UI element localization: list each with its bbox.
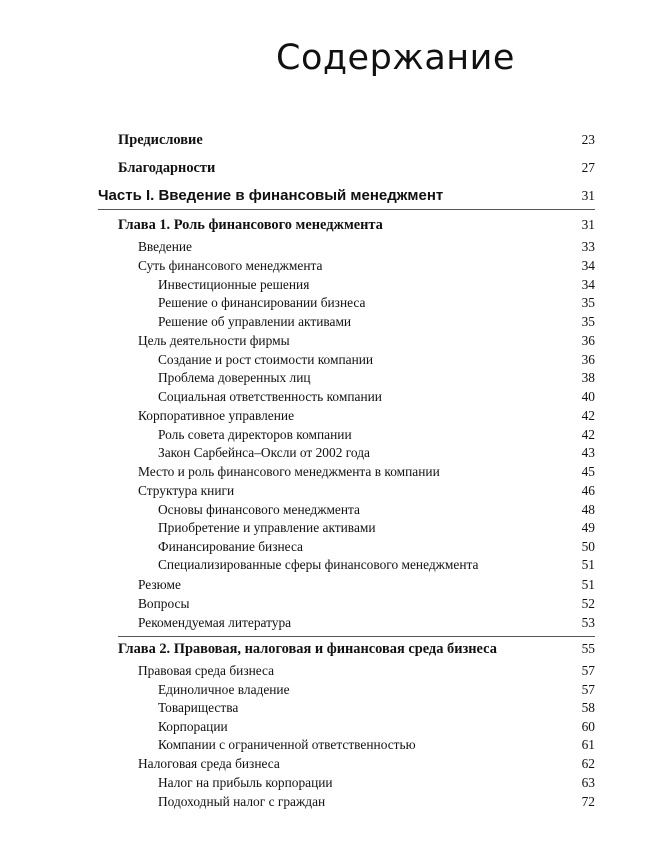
toc-entry-label: Налоговая среда бизнеса <box>138 756 280 771</box>
toc-entry[interactable] <box>158 718 595 736</box>
toc-entry-label: Благодарности <box>118 160 216 176</box>
toc-entry[interactable] <box>138 407 595 425</box>
toc-entry-page: 35 <box>581 314 595 329</box>
toc-entry[interactable] <box>158 699 595 717</box>
toc-entry[interactable] <box>158 538 595 556</box>
toc-entry-label: Решение об управлении активами <box>158 314 352 329</box>
toc-entry[interactable] <box>138 482 595 500</box>
toc-entry-preface[interactable] <box>118 131 595 149</box>
toc-entry-label: Компании с ограниченной ответственностью <box>158 737 416 752</box>
toc-entry-page: 60 <box>581 719 595 734</box>
toc-entry-page: 55 <box>581 641 595 656</box>
toc-entry-label: Структура книги <box>138 483 235 498</box>
toc-entry-page: 51 <box>581 577 595 592</box>
toc-entry-page: 31 <box>581 188 595 203</box>
toc-entry-page: 35 <box>581 295 595 310</box>
toc-entry[interactable] <box>158 313 595 331</box>
toc-entry-label: Резюме <box>138 577 181 592</box>
toc-entry-page: 63 <box>581 775 595 790</box>
toc-entry-page: 49 <box>581 520 595 535</box>
toc-entry-page: 48 <box>581 502 595 517</box>
toc-entry[interactable] <box>158 736 595 754</box>
toc-entry-chapter-1[interactable] <box>118 216 595 234</box>
toc-entry-page: 50 <box>581 539 595 554</box>
toc-entry-label: Цель деятельности фирмы <box>138 333 290 348</box>
toc-entry-label: Роль совета директоров компании <box>158 427 352 442</box>
toc-entry[interactable] <box>158 426 595 444</box>
part-divider <box>98 209 595 210</box>
toc-entry-label: Проблема доверенных лиц <box>158 370 311 385</box>
toc-entry[interactable] <box>138 755 595 773</box>
toc-entry[interactable] <box>158 276 595 294</box>
toc-entry-label: Специализированные сферы финансового менеджмента <box>158 557 479 572</box>
toc-entry[interactable] <box>158 774 595 792</box>
toc-entry[interactable] <box>158 556 595 574</box>
toc-entry[interactable] <box>138 576 595 594</box>
toc-entry-label: Налог на прибыль корпорации <box>158 775 333 790</box>
toc-entry[interactable] <box>138 257 595 275</box>
toc-entry-label: Глава 2. Правовая, налоговая и финансовая среда бизнеса <box>118 641 497 657</box>
toc-entry-page: 52 <box>581 596 595 611</box>
toc-entry-label: Закон Сарбейнса–Оксли от 2002 года <box>158 445 370 460</box>
toc-entry[interactable] <box>138 662 595 680</box>
toc-entry-page: 34 <box>581 277 595 292</box>
toc-entry[interactable] <box>158 793 595 811</box>
toc-entry-page: 53 <box>581 615 595 630</box>
toc-entry-label: Введение <box>138 239 192 254</box>
toc-entry-label: Единоличное владение <box>158 682 290 697</box>
toc-entry[interactable] <box>138 595 595 613</box>
toc-entry[interactable] <box>138 614 595 632</box>
toc-entry-label: Социальная ответственность компании <box>158 389 382 404</box>
toc-entry-label: Решение о финансировании бизнеса <box>158 295 366 310</box>
toc-entry-page: 36 <box>581 352 595 367</box>
toc-entry-label: Инвестиционные решения <box>158 277 310 292</box>
toc-entry-page: 43 <box>581 445 595 460</box>
toc-entry-label: Предисловие <box>118 132 203 148</box>
toc-entry-page: 46 <box>581 483 595 498</box>
toc-entry-label: Корпорации <box>158 719 228 734</box>
toc-entry-chapter-2[interactable] <box>118 640 595 658</box>
toc-entry[interactable] <box>138 238 595 256</box>
toc-entry-page: 45 <box>581 464 595 479</box>
toc-entry-page: 72 <box>581 794 595 809</box>
toc-entry-page: 62 <box>581 756 595 771</box>
page-title: Содержание <box>276 38 515 78</box>
toc-entry-label: Приобретение и управление активами <box>158 520 376 535</box>
toc-entry[interactable] <box>158 351 595 369</box>
toc-entry[interactable] <box>158 681 595 699</box>
toc-entry[interactable] <box>158 369 595 387</box>
toc-entry-label: Корпоративное управление <box>138 408 295 423</box>
toc-entry-page: 61 <box>581 737 595 752</box>
toc-entry-page: 23 <box>581 132 595 147</box>
toc-entry-label: Подоходный налог с граждан <box>158 794 326 809</box>
toc-entry-page: 36 <box>581 333 595 348</box>
toc-entry[interactable] <box>138 463 595 481</box>
toc-entry[interactable] <box>138 332 595 350</box>
toc-entry-acknowledgements[interactable] <box>118 159 595 177</box>
toc-entry-page: 31 <box>581 217 595 232</box>
toc-entry-page: 42 <box>581 408 595 423</box>
toc-entry-label: Финансирование бизнеса <box>158 539 303 554</box>
toc-entry-page: 33 <box>581 239 595 254</box>
toc-entry-part-1[interactable] <box>98 187 595 205</box>
toc-entry-label: Часть I. Введение в финансовый менеджмент <box>98 187 444 204</box>
toc-entry-label: Место и роль финансового менеджмента в компании <box>138 464 440 479</box>
toc-entry-page: 58 <box>581 700 595 715</box>
toc-entry[interactable] <box>158 388 595 406</box>
toc-entry-label: Вопросы <box>138 596 190 611</box>
toc-entry[interactable] <box>158 501 595 519</box>
toc-entry-label: Товарищества <box>158 700 239 715</box>
toc-entry-page: 34 <box>581 258 595 273</box>
toc-entry-page: 40 <box>581 389 595 404</box>
toc-entry-page: 51 <box>581 557 595 572</box>
toc-entry[interactable] <box>158 444 595 462</box>
toc-entry-page: 57 <box>581 682 595 697</box>
toc-entry-label: Суть финансового менеджмента <box>138 258 323 273</box>
chapter-divider <box>118 636 595 637</box>
toc-entry-page: 57 <box>581 663 595 678</box>
toc-entry-page: 42 <box>581 427 595 442</box>
toc-entry-label: Создание и рост стоимости компании <box>158 352 374 367</box>
toc-entry-page: 27 <box>581 160 595 175</box>
toc-entry[interactable] <box>158 519 595 537</box>
toc-entry-page: 38 <box>581 370 595 385</box>
toc-entry-label: Основы финансового менеджмента <box>158 502 360 517</box>
toc-entry[interactable] <box>158 294 595 312</box>
toc-entry-label: Правовая среда бизнеса <box>138 663 275 678</box>
toc-entry-label: Рекомендуемая литература <box>138 615 292 630</box>
toc-entry-label: Глава 1. Роль финансового менеджмента <box>118 217 383 233</box>
